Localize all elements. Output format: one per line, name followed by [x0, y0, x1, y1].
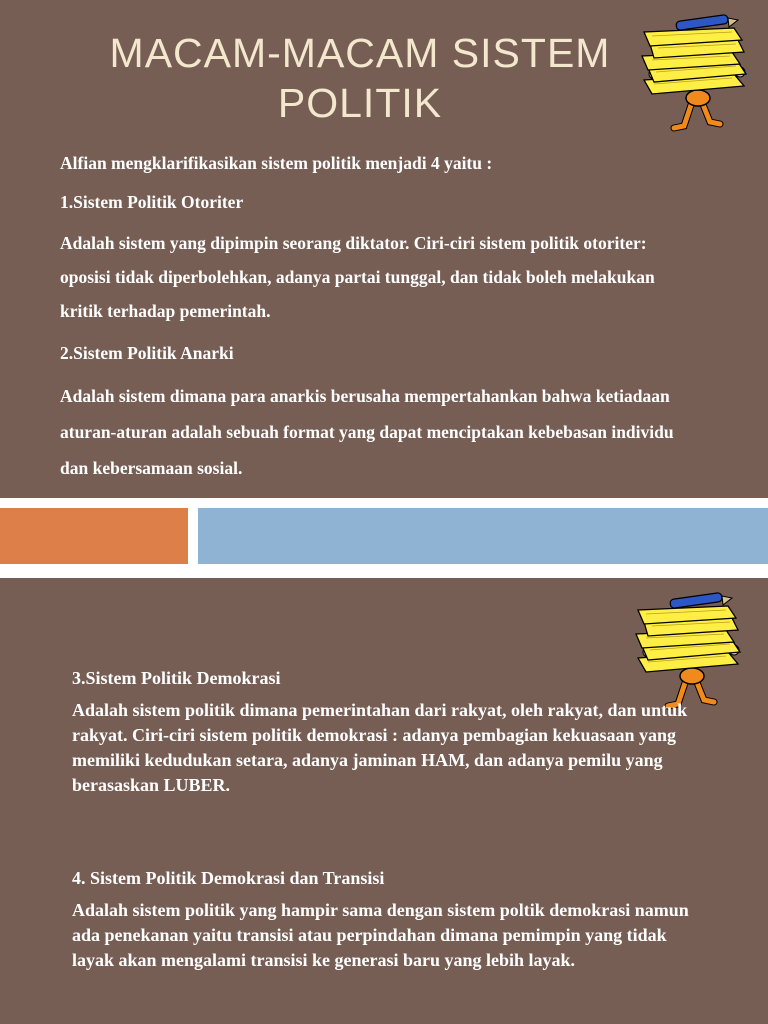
item-3-body: Adalah sistem politik dimana pemerintahan dari rakyat, oleh rakyat, dan untuk rakyat. Ciri-ciri sistem politik demokrasi : adanya pembagian kekuasaan yang memiliki kedudukan setara, adanya jaminan HAM, dan adanya pemilu yang berasaskan LUBER.	[72, 700, 688, 795]
slide-1	[0, 0, 768, 498]
slide-title-line-1: MACAM-MACAM SISTEM	[109, 30, 611, 76]
orange-accent-bar	[0, 508, 188, 564]
slide-title	[70, 28, 650, 128]
item-4-heading: 4. Sistem Politik Demokrasi dan Transisi	[72, 868, 385, 888]
paper-stack-carrier-icon	[634, 592, 746, 712]
intro-text: Alfian mengklarifikasikan sistem politik menjadi 4 yaitu :	[60, 153, 493, 173]
item-4-body: Adalah sistem politik yang hampir sama dengan sistem poltik demokrasi namun ada penekanan yaitu transisi atau perpindahan dimana pemimpin yang tidak layak akan mengalami transisi ke generasi baru yang lebih layak.	[72, 900, 689, 970]
item-1-heading: 1.Sistem Politik Otoriter	[60, 192, 244, 212]
item-1-body: Adalah sistem yang dipimpin seorang diktator. Ciri-ciri sistem politik otoriter: oposisi tidak diperbolehkan, adanya partai tunggal, dan tidak boleh melakukan kritik terhadap pemerintah.	[60, 233, 655, 321]
slide-title-line-2: POLITIK	[277, 80, 443, 126]
paper-stack-carrier-icon	[640, 14, 752, 134]
slide-2	[0, 578, 768, 1024]
slide-divider-band	[0, 498, 768, 578]
blue-accent-bar	[198, 508, 768, 564]
item-2-body: Adalah sistem dimana para anarkis berusaha mempertahankan bahwa ketiadaan aturan-aturan adalah sebuah format yang dapat menciptakan kebebasan individu dan kebersamaan sosial.	[60, 386, 674, 478]
item-2-heading: 2.Sistem Politik Anarki	[60, 343, 234, 363]
item-3-heading: 3.Sistem Politik Demokrasi	[72, 668, 281, 688]
